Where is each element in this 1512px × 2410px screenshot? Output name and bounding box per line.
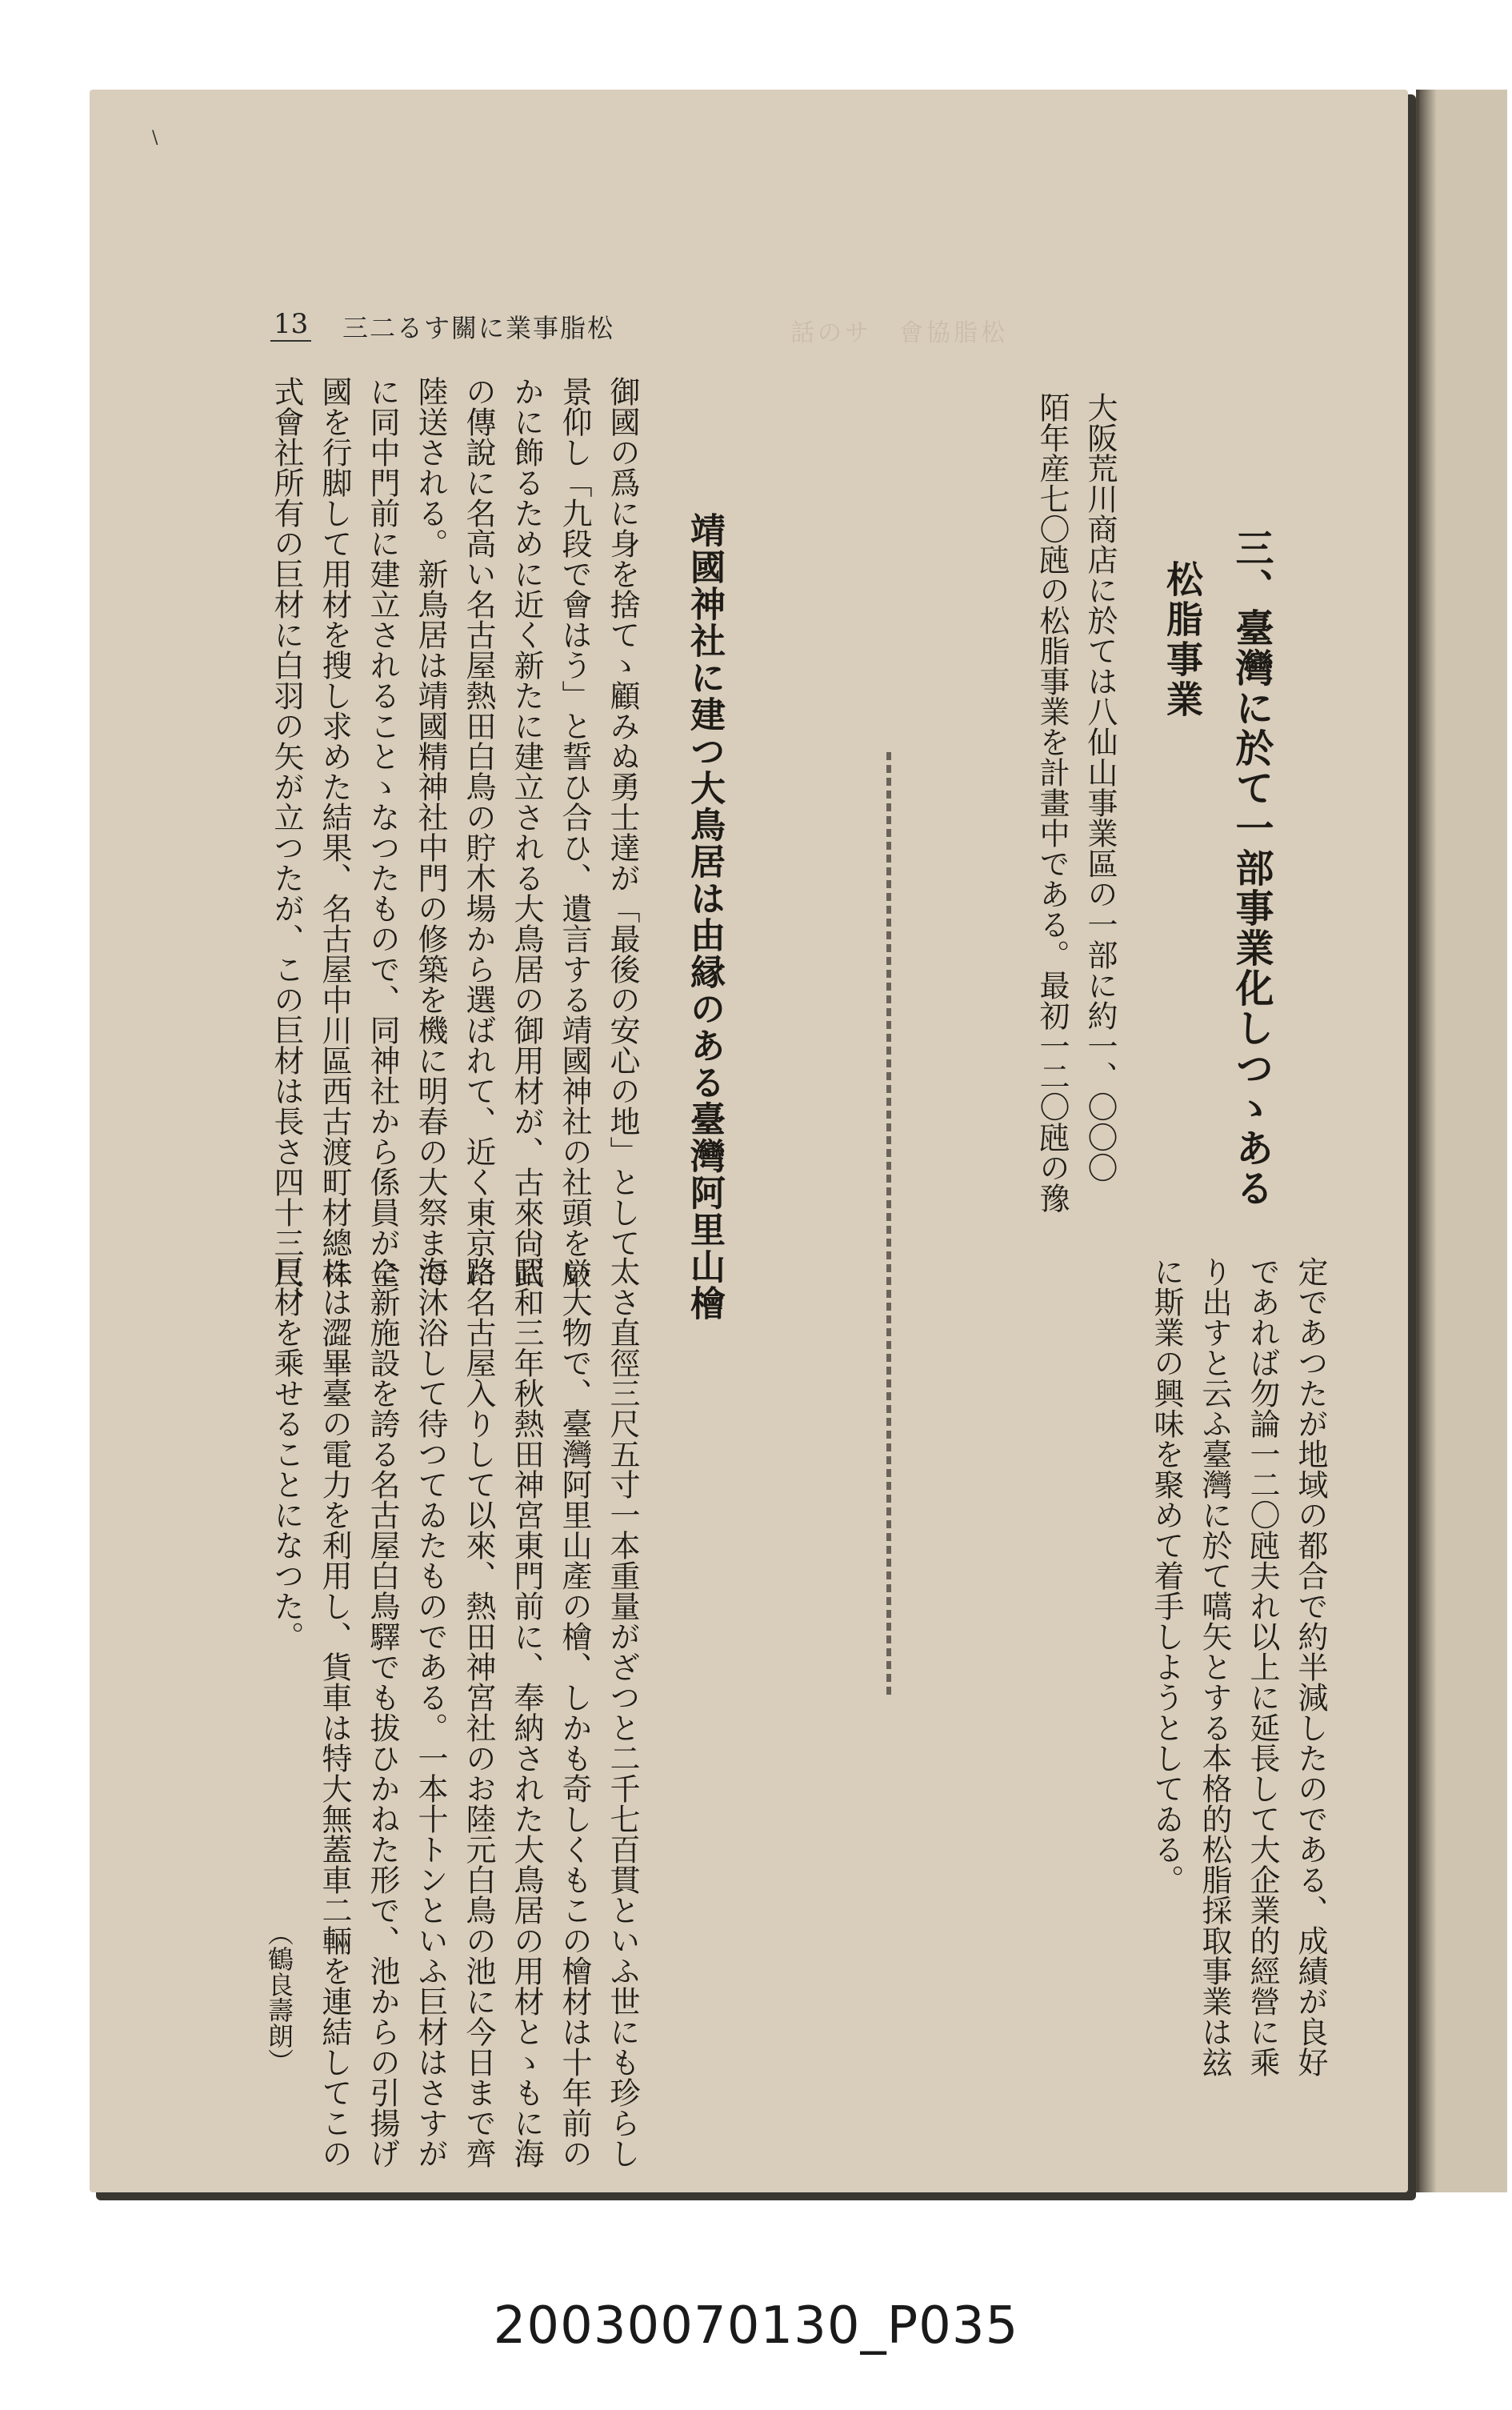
article-lower-line-1: 太さ直徑三尺五寸一本重量がざつと二千七百貫といふ世にも珍らし	[605, 1256, 640, 2168]
section-line-2: 陌年産七〇瓲の松脂事業を計畫中である。最初一二〇瓲の豫	[1034, 392, 1070, 1213]
section-line-3: 定であつたが地域の都合で約半減したのである、成績が良好	[1293, 1256, 1328, 2077]
section-subtitle: 松脂事業	[1161, 560, 1204, 720]
article-upper-line-7: 國を行脚して用材を搜し求めた結果、名古屋中川區西古渡町材總株	[317, 376, 352, 1288]
article-upper-line-5: 陸送される。新鳥居は靖國精神社中門の修築を機に明春の大祭まで	[413, 376, 448, 1288]
article-upper-line-6: に同中門前に建立されることゝなつたもので、同神社から係員が全	[365, 376, 400, 1288]
section-line-6: に斯業の興味を聚めて着手しようとしてゐる。	[1149, 1256, 1184, 1895]
bleed-through-text: 話のサ 會協脂松	[790, 319, 1008, 347]
column-divider	[886, 752, 891, 1696]
section-line-1: 大阪荒川商店に於ては八仙山事業區の一部に約一、〇〇〇	[1082, 392, 1118, 1183]
section-line-4: であれば勿論一二〇瓲夫れ以上に延長して大企業的經營に乘	[1245, 1256, 1280, 2077]
catalog-id: 20030070130_P035	[493, 2296, 1019, 2356]
article-lower-line-2: い大物で、臺灣阿里山產の檜、しかも奇しくもこの檜材は十年前の	[557, 1256, 592, 2168]
running-title: 三二るす關に業事脂松	[342, 313, 615, 343]
page-number: 13	[270, 308, 311, 342]
article-lower-line-4: 路名古屋入りして以來、熱田神宮社のお陸元白鳥の池に今日まで齊	[461, 1256, 496, 2168]
article-upper-line-2: 景仰し「九段で會はう」と誓ひ合ひ、遺言する靖國神社の社頭を厳	[557, 376, 592, 1288]
article-lower-line-5: 海沐浴して待つてゐたものである。一本十トンといふ巨材はさすが	[413, 1256, 448, 2168]
adjacent-page-edge	[1416, 90, 1507, 2192]
article-author: （鶴良壽朗）	[264, 1920, 294, 2074]
page-header	[270, 308, 1390, 348]
section-title: 三、臺灣に於て一部事業化しつゝある	[1229, 528, 1274, 1208]
article-lower-line-3: 昭和三年秋熱田神宮東門前に、奉納された大鳥居の用材とゝもに海	[509, 1256, 544, 2168]
article-upper-line-4: の傳說に名高い名古屋熱田白鳥の貯木場から選ばれて、近く東京に	[461, 376, 496, 1288]
article-lower-line-8: 巨材を乘せることになつた。	[269, 1256, 304, 1651]
article-upper-line-8: 式會社所有の巨材に白羽の矢が立つたが、この巨材は長さ四十三尺、	[269, 376, 304, 1319]
article-upper-line-1: 御國の爲に身を捨てゝ顧みぬ勇士達が「最後の安心の地」として	[605, 376, 640, 1258]
section-line-5: り出すと云ふ臺灣に於て嚆矢とする本格的松脂採取事業は玆	[1197, 1256, 1232, 2077]
article-lower-line-6: に新施設を誇る名古屋白鳥驛でも拔ひかねた形で、池からの引揚げ	[365, 1256, 400, 2168]
corner-mark: \	[152, 128, 158, 148]
article-upper-line-3: かに飾るために近く新たに建立される大鳥居の御用材が、古來尙武	[509, 376, 544, 1288]
article-lower-line-7: には澀畢臺の電力を利用し、貨車は特大無蓋車二輛を連結してこの	[317, 1256, 352, 2168]
article-title: 靖國神社に建つ大鳥居は由縁のある臺灣阿里山檜	[684, 512, 725, 1322]
